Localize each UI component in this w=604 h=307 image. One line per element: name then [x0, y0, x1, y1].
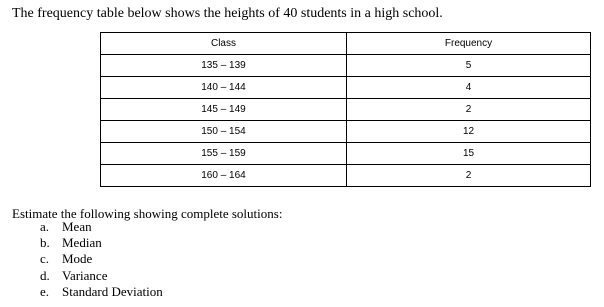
table-row — [101, 99, 591, 121]
frequency-table — [100, 32, 591, 187]
intro-text: The frequency table below shows the heights of 40 students in a high school. — [12, 6, 443, 21]
frequency-cell: 4 — [347, 77, 591, 99]
list-item-label: Mean — [62, 219, 92, 234]
table-row — [101, 121, 591, 143]
list-item — [40, 268, 163, 284]
list-item-letter: d. — [40, 267, 50, 283]
class-cell: 155 – 159 — [101, 143, 347, 165]
frequency-cell: 2 — [347, 165, 591, 187]
list-item — [40, 251, 163, 267]
list-item-letter: c. — [40, 251, 50, 267]
frequency-cell: 2 — [347, 99, 591, 121]
list-item-label: Standard Deviation — [62, 283, 163, 299]
class-cell: 150 – 154 — [101, 121, 347, 143]
list-item — [40, 235, 163, 251]
list-item-letter: e. — [40, 283, 50, 299]
table-header-row — [101, 33, 591, 55]
list-item-label: Mode — [62, 251, 93, 267]
list-item-letter: b. — [40, 235, 50, 251]
instruction-text: Estimate the following showing complete solutions: — [12, 206, 283, 221]
class-cell: 160 – 164 — [101, 165, 347, 187]
task-list — [40, 219, 163, 300]
class-cell: 135 – 139 — [101, 55, 347, 77]
table-row — [101, 143, 591, 165]
list-item — [40, 284, 163, 300]
class-cell: 140 – 144 — [101, 77, 347, 99]
column-header-class: Class — [101, 33, 347, 55]
list-item-letter: a. — [40, 219, 50, 234]
class-cell: 145 – 149 — [101, 99, 347, 121]
table-row — [101, 55, 591, 77]
list-item-label: Variance — [62, 267, 108, 283]
list-item — [40, 219, 163, 235]
frequency-cell: 5 — [347, 55, 591, 77]
frequency-cell: 15 — [347, 143, 591, 165]
column-header-frequency: Frequency — [347, 33, 591, 55]
table-row — [101, 165, 591, 187]
table-row — [101, 77, 591, 99]
frequency-cell: 12 — [347, 121, 591, 143]
list-item-label: Median — [62, 235, 102, 251]
